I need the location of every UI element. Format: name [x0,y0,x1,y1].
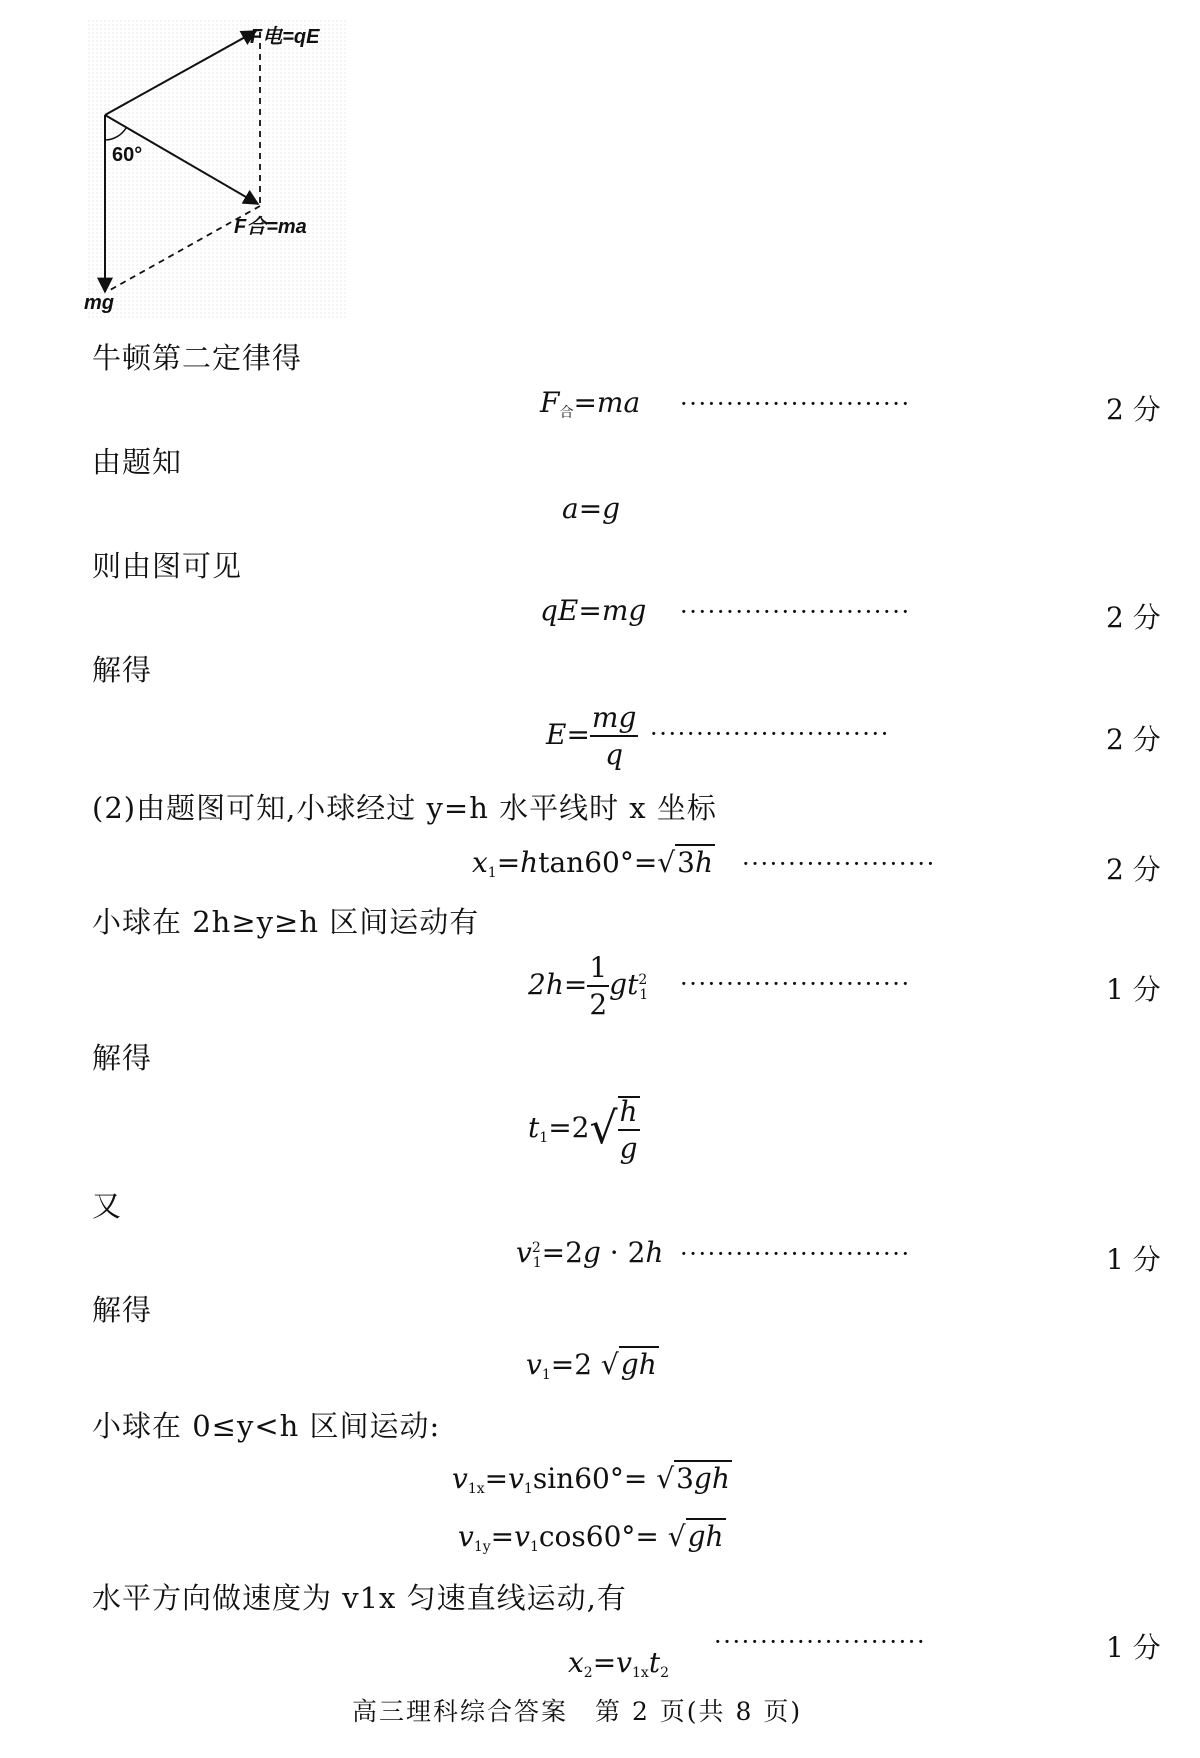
equation-e-field [546,701,638,771]
equation-x1: $x_1=htan60^\circ=√3h$ [472,846,714,881]
text-solve-1: 解得 [92,653,153,687]
text-region-upper: 小球在 2h≥y≥h 区间运动有 [92,905,480,939]
score-6: 1 分 [1106,973,1161,1006]
score-leader: ························· [680,970,911,998]
equation-qe-mg: qE=mg [540,594,647,627]
equation-v1-squared: $v^2_1=2g \cdot 2h$ [516,1236,664,1271]
fraction-h-g [618,1096,640,1163]
equation-t1: $t_1=2√$ $\frac{h}{g}$ [528,1095,638,1165]
force-diagram [84,20,348,320]
diagram-background [88,20,348,320]
score-5: 2 分 [1106,853,1161,886]
fraction-denominator: 2 [589,988,608,1021]
equation-v1x: $v_{1x}=v_1\sin 60^\circ= √3gh$ [452,1462,730,1497]
text-horizontal-motion: 水平方向做速度为 v1x 匀速直线运动,有 [92,1581,627,1615]
e4-lhs: E= [546,718,590,751]
text-newton-second-law: 牛顿第二定律得 [92,341,303,375]
text-given: 由题知 [92,445,183,479]
score-8: 1 分 [1106,1243,1161,1276]
score-leader: ····················· [742,850,936,878]
fraction-numerator: 1 [587,954,609,987]
text-also: 又 [92,1189,123,1223]
score-leader: ························· [680,390,911,418]
fraction-numerator: mg [590,704,638,737]
text-part-2: (2)由题图可知,小球经过 y=h 水平线时 x 坐标 [92,791,717,825]
text-region-lower: 小球在 0≤y<h 区间运动: [92,1409,441,1443]
score-12: 1 分 [1106,1631,1161,1664]
fraction-mg-q [590,701,638,771]
fraction-one-half [587,951,609,1021]
angle-label: 60° [112,144,143,166]
fraction-denominator: q [605,738,624,771]
equation-x2: $x_2=v_{1x}t_2$ [568,1646,669,1681]
equation-v1y: $v_{1y}=v_1\cos 60^\circ= √gh$ [458,1520,724,1555]
text-solve-2: 解得 [92,1041,153,1075]
page-footer: 高三理科综合答案 第 2 页(共 8 页) [352,1697,803,1726]
score-leader: ······················· [714,1628,927,1656]
score-leader: ·························· [650,720,890,748]
e6-lhs: 2h= [528,968,588,1001]
equation-a-equals-g: a=g [562,492,621,525]
fraction-denominator: g [619,1132,638,1165]
text-solve-3: 解得 [92,1293,153,1327]
score-4: 2 分 [1106,723,1161,756]
score-1: 2 分 [1106,393,1161,426]
fraction-numerator: h [618,1098,640,1131]
net-force-label: F合=ma [234,216,307,238]
text-from-figure: 则由图可见 [92,549,243,583]
score-3: 2 分 [1106,601,1161,634]
mg-label: mg [84,292,114,314]
score-leader: ························· [680,598,911,626]
force-diagram-svg [88,20,348,320]
equation-2h: 2h= $\frac{1}{2}$ $gt^2_1$ [528,951,649,1021]
score-leader: ························· [680,1240,911,1268]
equation-v1: $v_1=2$ √gh [526,1348,657,1383]
equation-net-force: $F_合=ma$ [540,386,641,421]
electric-force-label: F电=qE [250,26,320,48]
